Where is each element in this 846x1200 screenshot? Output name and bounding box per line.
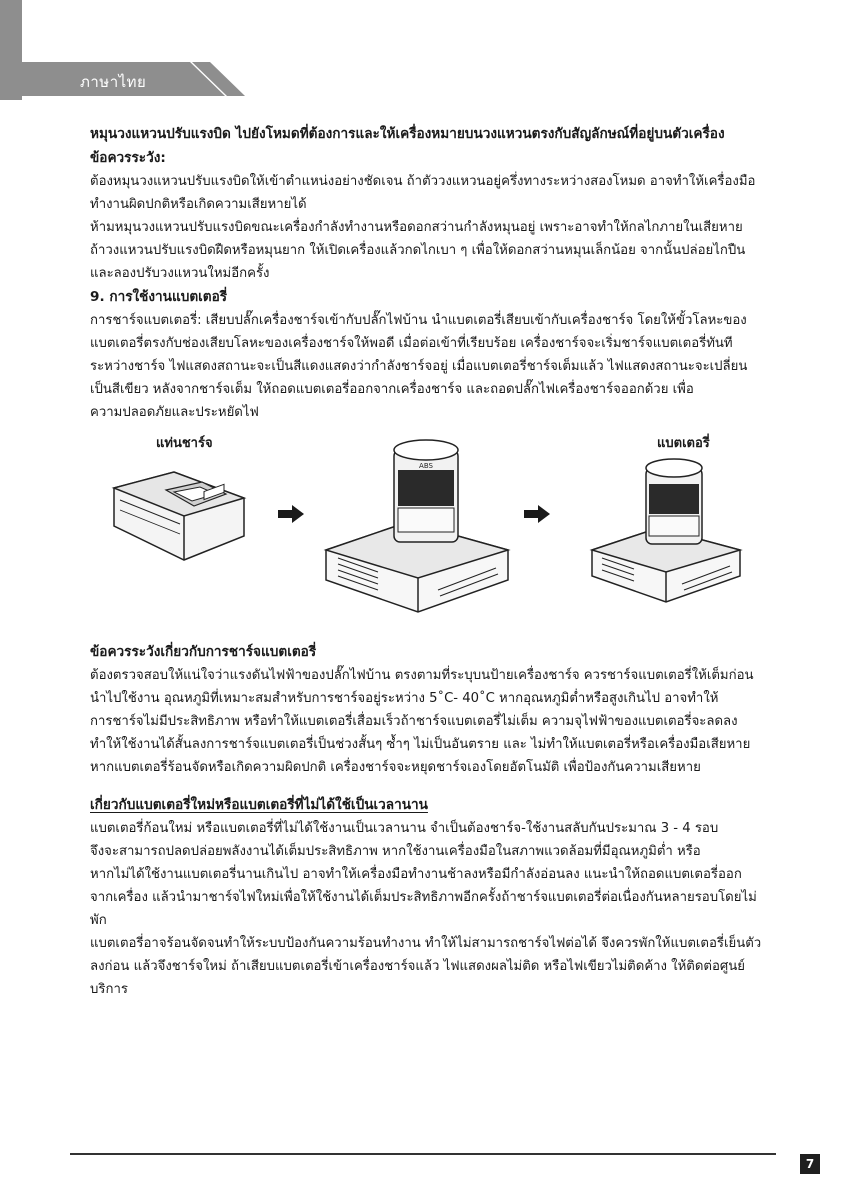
- caution-line: ห้ามหมุนวงแหวนปรับแรงบิดขณะเครื่องกำลังทำงานหรือดอกสว่านกำลังหมุนอยู่ เพราะอาจทำให้กลไกภายในเสียหาย: [90, 220, 743, 235]
- new-battery-line: แบตเตอรี่ก้อนใหม่ หรือแบตเตอรี่ที่ไม่ได้ใช้งานเป็นเวลานาน จำเป็นต้องชาร์จ-ใช้งานสลับกันประมาณ 3 - 4 รอบ: [90, 821, 719, 836]
- footer-divider: [70, 1153, 776, 1155]
- charging-caution-line: หากแบตเตอรี่ร้อนจัดหรือเกิดความผิดปกติ เครื่องชาร์จจะหยุดชาร์จเองโดยอัตโนมัติ เพื่อป้องกันความเสียหาย: [90, 760, 701, 775]
- battery-on-charger-illustration: [318, 430, 518, 615]
- new-battery-line: หากไม่ได้ใช้งานแบตเตอรี่นานเกินไป อาจทำให้เครื่องมือทำงานช้าลงหรือมีกำลังอ่อนลง แนะนำให้ถอดแบตเตอรี่ออก: [90, 867, 742, 882]
- charging-figure: [90, 430, 770, 630]
- language-label: ภาษาไทย: [80, 73, 147, 91]
- torque-instruction: หมุนวงแหวนปรับแรงบิด ไปยังโหมดที่ต้องการและให้เครื่องหมายบนวงแหวนตรงกับสัญลักษณ์ที่อยู่บนตัวเครื่อง: [90, 126, 725, 142]
- section-9-title: 9. การใช้งานแบตเตอรี่: [90, 289, 228, 305]
- section-9-line: ระหว่างชาร์จ ไฟแสดงสถานะจะเป็นสีแดงแสดงว่ากำลังชาร์จอยู่ เมื่อแบตเตอรี่ชาร์จเต็มแล้ว ไฟแสดงสถานะจะเปลี่ยน: [90, 359, 748, 374]
- section-9-line: การชาร์จแบตเตอรี่: เสียบปลั๊กเครื่องชาร์จเข้ากับปลั๊กไฟบ้าน นำแบตเตอรี่เสียบเข้ากับเครื่องชาร์จ โดยให้ขั้วโลหะของ: [90, 313, 747, 328]
- charging-caution-title: ข้อควรระวังเกี่ยวกับการชาร์จแบตเตอรี่: [90, 644, 317, 660]
- section-9-line: เป็นสีเขียว หลังจากชาร์จเต็ม ให้ถอดแบตเตอรี่ออกจากเครื่องชาร์จ และถอดปลั๊กไฟเครื่องชาร์จออกด้วย เพื่อ: [90, 382, 694, 397]
- page-number: 7: [800, 1154, 820, 1174]
- arrow-right-icon: [524, 505, 550, 523]
- charging-caution-line: การชาร์จไม่มีประสิทธิภาพ หรือทำให้แบตเตอรี่เสื่อมเร็วถ้าชาร์จแบตเตอรี่ไม่เต็ม ความจุไฟฟ้าของแบตเตอรี่จะลดลง: [90, 714, 738, 729]
- new-battery-line: แบตเตอรี่อาจร้อนจัดจนทำให้ระบบป้องกันความร้อนทำงาน ทำให้ไม่สามารถชาร์จไฟต่อได้ จึงควรพักให้แบตเตอรี่เย็นตัว: [90, 936, 762, 951]
- caution-title: ข้อควรระวัง:: [90, 150, 166, 166]
- battery-charging-illustration: [586, 454, 746, 604]
- charging-caution-line: นำไปใช้งาน อุณหภูมิที่เหมาะสมสำหรับการชาร์จอยู่ระหว่าง 5˚C- 40˚C หากอุณหภูมิต่ำหรือสูงเกินไป อาจทำให้: [90, 691, 719, 706]
- section-9-line: ความปลอดภัยและประหยัดไฟ: [90, 405, 259, 420]
- page-content: [90, 122, 770, 1001]
- caution-line: ต้องหมุนวงแหวนปรับแรงบิดให้เข้าตำแหน่งอย่างชัดเจน ถ้าตัววงแหวนอยู่ครึ่งทางระหว่างสองโหมด อาจทำให้เครื่องมือ: [90, 174, 756, 189]
- new-battery-line: ลงก่อน แล้วจึงชาร์จใหม่ ถ้าเสียบแบตเตอรี่เข้าเครื่องชาร์จแล้ว ไฟแสดงผลไม่ติด หรือไฟเขียวไม่ติดค้าง ให้ติดต่อศูนย์บริการ: [90, 959, 746, 997]
- new-battery-line: จากเครื่อง แล้วนำมาชาร์จไฟใหม่เพื่อให้ใช้งานได้เต็มประสิทธิภาพอีกครั้งถ้าชาร์จแบตเตอรี่ต่อเนื่องกันหลายรอบโดยไม่พัก: [90, 890, 757, 928]
- charging-caution-line: ทำให้ใช้งานได้สั้นลงการชาร์จแบตเตอรี่เป็นช่วงสั้นๆ ซ้ำๆ ไม่เป็นอันตราย และ ไม่ทำให้แบตเตอรี่หรือเครื่องมือเสียหาย: [90, 737, 751, 752]
- new-battery-title: เกี่ยวกับแบตเตอรี่ใหม่หรือแบตเตอรี่ที่ไม่ได้ใช้เป็นเวลานาน: [90, 797, 428, 813]
- new-battery-line: จึงจะสามารถปลดปล่อยพลังงานได้เต็มประสิทธิภาพ หากใช้งานเครื่องมือในสภาพแวดล้อมที่มีอุณหภูมิต่ำ หรือ: [90, 844, 701, 859]
- charging-caution-line: ต้องตรวจสอบให้แน่ใจว่าแรงดันไฟฟ้าของปลั๊กไฟบ้าน ตรงตามที่ระบุบนป้ายเครื่องชาร์จ ควรชาร์จแบตเตอรี่ให้เต็มก่อน: [90, 668, 754, 683]
- section-9-line: แบตเตอรี่ตรงกับช่องเสียบโลหะของเครื่องชาร์จให้พอดี เมื่อต่อเข้าที่เรียบร้อย เครื่องชาร์จจะเริ่มชาร์จแบตเตอรี่ทันที: [90, 336, 733, 351]
- arrow-right-icon: [278, 505, 304, 523]
- caution-line: ถ้าวงแหวนปรับแรงบิดฝืดหรือหมุนยาก ให้เปิดเครื่องแล้วกดไกเบา ๆ เพื่อให้ดอกสว่านหมุนเล็กน้อย จากนั้นปล่อยไกปืน: [90, 243, 746, 258]
- caution-line: ทำงานผิดปกติหรือเกิดความเสียหายได้: [90, 197, 307, 212]
- caution-line: และลองปรับวงแหวนใหม่อีกครั้ง: [90, 266, 270, 281]
- charger-illustration: [104, 460, 254, 570]
- charger-label: แท่นชาร์จ: [156, 436, 213, 451]
- battery-label: แบตเตอรี่: [657, 436, 710, 451]
- battery-marking: ABS: [419, 462, 433, 470]
